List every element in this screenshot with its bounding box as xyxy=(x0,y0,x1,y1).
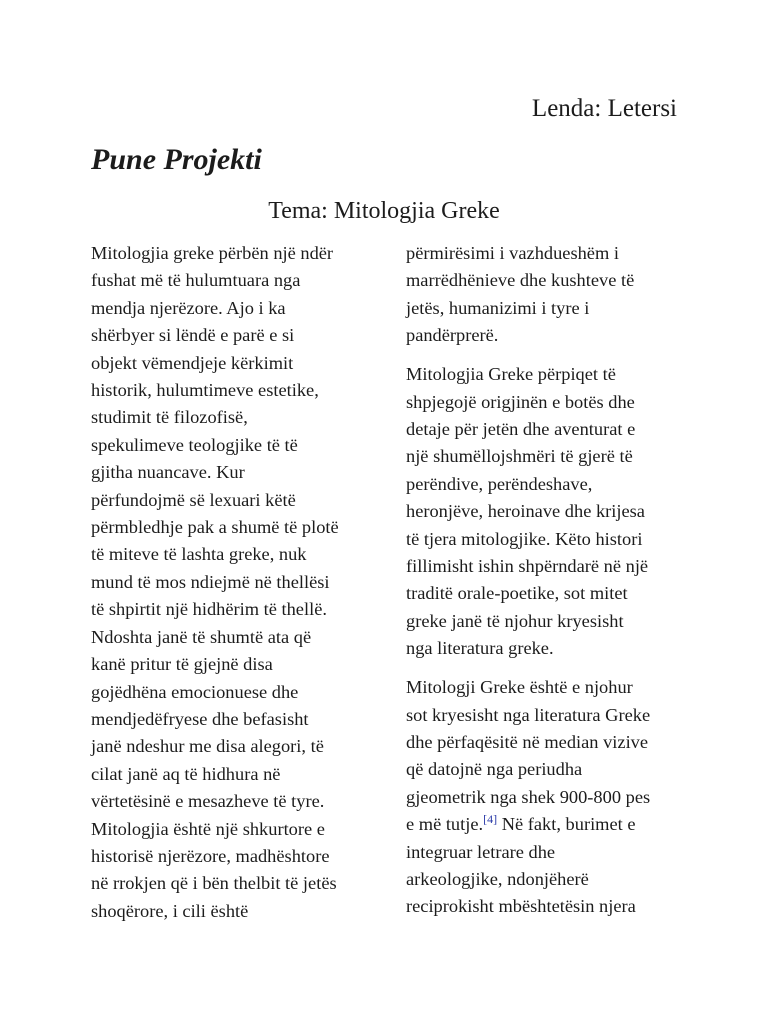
text-line: dhe përfaqësitë në median vizive xyxy=(406,731,649,752)
text-line: gojëdhëna emocionuese dhe xyxy=(91,681,299,702)
text-line: Mitologjia është një shkurtore e xyxy=(91,818,325,839)
text-line: Mitologji Greke është e njohur xyxy=(406,677,633,698)
paragraph xyxy=(406,240,696,350)
text-line: përfundojmë së lexuari këtë xyxy=(91,489,296,510)
text-line: vërtetësinë e mesazheve të tyre. xyxy=(91,791,325,812)
text-line: historisë njerëzore, madhështore xyxy=(91,845,330,866)
text-line: arkeologjike, ndonjëherë xyxy=(406,868,589,889)
page-title: Pune Projekti xyxy=(91,143,262,176)
text-line: në rrokjen që i bën thelbit të jetës xyxy=(91,873,337,894)
text-line: shpjegojë origjinën e botës dhe xyxy=(406,391,635,412)
text-line: spekulimeve teologjike të të xyxy=(91,434,298,455)
text-line: fushat më të hulumtuara nga xyxy=(91,270,301,291)
text-line: nga literatura greke. xyxy=(406,638,554,659)
text-segment: Në fakt, burimet e xyxy=(497,814,636,835)
text-line: integruar letrare dhe xyxy=(406,841,556,862)
text-line: mendja njerëzore. Ajo i ka xyxy=(91,297,286,318)
text-line: janë ndeshur me disa alegori, të xyxy=(91,736,324,757)
text-line: mund të mos ndiejmë në thellësi xyxy=(91,571,330,592)
text-line: reciprokisht mbështetësin njera xyxy=(406,896,636,917)
text-line: perëndive, perëndeshave, xyxy=(406,473,593,494)
paragraph xyxy=(406,361,696,662)
text-line: pandërprerë. xyxy=(406,325,499,346)
text-line: Mitologjia Greke përpiqet të xyxy=(406,364,616,385)
text-line: sot kryesisht nga literatura Greke xyxy=(406,704,651,725)
text-line: Mitologjia greke përbën një ndër xyxy=(91,243,334,263)
text-line: të tjera mitologjike. Këto histori xyxy=(406,528,643,549)
text-line: gjitha nuancave. Kur xyxy=(91,462,245,483)
left-column xyxy=(91,240,381,925)
right-column xyxy=(406,240,696,921)
text-line: objekt vëmendjeje kërkimit xyxy=(91,352,294,373)
text-line: fillimisht ishin shpërndarë në një xyxy=(406,555,649,576)
text-line: shërbyer si lëndë e parë e si xyxy=(91,325,295,346)
text-line: përmirësimi i vazhdueshëm i xyxy=(406,243,619,263)
text-line: të miteve të lashta greke, nuk xyxy=(91,544,307,565)
text-line: traditë orale-poetike, sot mitet xyxy=(406,583,628,604)
text-line-with-reference xyxy=(406,811,696,838)
text-line: Ndoshta janë të shumtë ata që xyxy=(91,626,312,647)
text-line: detaje për jetën dhe aventurat e xyxy=(406,418,636,439)
text-line: një shumëllojshmëri të gjerë të xyxy=(406,446,633,467)
text-segment: e më tutje. xyxy=(406,814,484,835)
text-line: greke janë të njohur kryesisht xyxy=(406,610,624,631)
text-line: mendjedëfryese dhe befasisht xyxy=(91,708,309,729)
footnote-reference-link[interactable]: [4] xyxy=(483,812,498,826)
subject-label: Lenda: Letersi xyxy=(531,95,677,122)
text-line: historik, hulumtimeve estetike, xyxy=(91,380,319,401)
text-line: studimit të filozofisë, xyxy=(91,407,248,428)
text-line: që datojnë nga periudha xyxy=(406,759,583,780)
theme-heading: Tema: Mitologjia Greke xyxy=(268,198,500,224)
text-line: përmbledhje pak a shumë të plotë xyxy=(91,517,339,538)
paragraph xyxy=(406,674,696,921)
text-line: gjeometrik nga shek 900-800 pes xyxy=(406,786,651,807)
paragraph xyxy=(91,240,381,925)
text-line: shoqërore, i cili është xyxy=(91,900,249,921)
text-line: cilat janë aq të hidhura në xyxy=(91,763,281,784)
text-line: të shpirtit një hidhërim të thellë. xyxy=(91,599,327,620)
text-line: heronjëve, heroinave dhe krijesa xyxy=(406,501,645,522)
text-line: jetës, humanizimi i tyre i xyxy=(406,297,590,318)
text-line: kanë pritur të gjejnë disa xyxy=(91,654,273,675)
text-line: marrëdhënieve dhe kushteve të xyxy=(406,270,635,291)
